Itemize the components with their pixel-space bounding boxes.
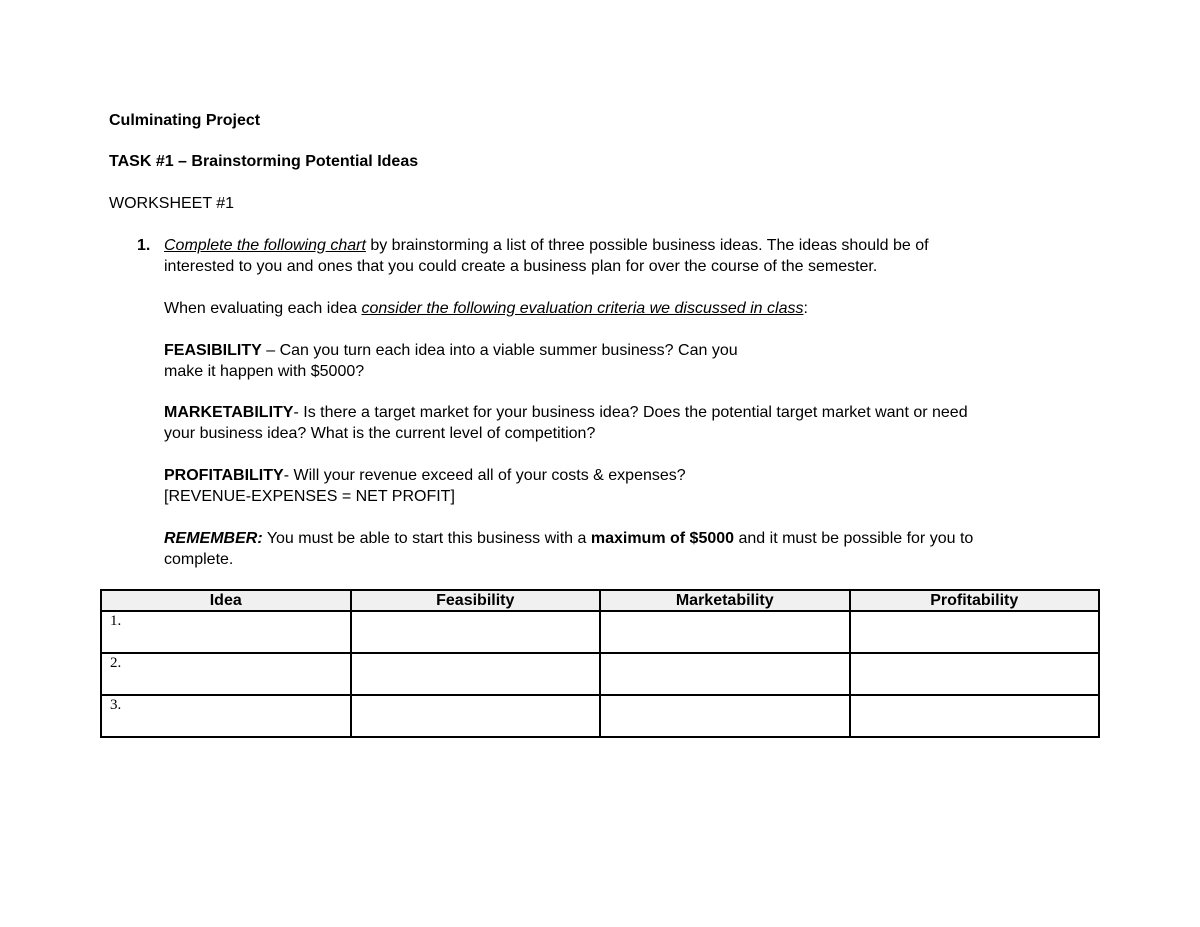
instruction-text: by brainstorming a list of three possible business ideas. The ideas should be of	[365, 237, 929, 254]
evaluating-line	[164, 298, 808, 319]
evaluating-prefix: When evaluating each idea	[164, 300, 362, 317]
document-title: Culminating Project	[109, 112, 261, 129]
instruction-line-1	[164, 235, 929, 256]
cell-profitability[interactable]	[850, 611, 1100, 653]
cell-feasibility[interactable]	[351, 611, 601, 653]
feasibility-line-1	[164, 340, 738, 361]
table-header-row	[101, 590, 1099, 611]
evaluating-emphasis: consider the following evaluation criteria we discussed in class	[361, 300, 804, 317]
remember-text: You must be able to start this business with a	[262, 530, 591, 547]
profitability-label: PROFITABILITY	[164, 467, 284, 484]
marketability-line-1	[164, 402, 968, 423]
profitability-text: - Will your revenue exceed all of your costs & expenses?	[283, 467, 686, 484]
task-heading: TASK #1 – Brainstorming Potential Ideas	[109, 153, 419, 170]
feasibility-text: – Can you turn each idea into a viable summer business? Can you	[261, 342, 738, 359]
worksheet-heading: WORKSHEET #1	[109, 195, 235, 212]
remember-line-2: complete.	[164, 551, 234, 568]
evaluating-suffix: :	[803, 300, 808, 317]
profitability-line-2: [REVENUE-EXPENSES = NET PROFIT]	[164, 488, 455, 505]
header-idea: Idea	[101, 590, 351, 611]
header-marketability: Marketability	[600, 590, 850, 611]
cell-idea[interactable]: 2.	[101, 653, 351, 695]
cell-idea[interactable]: 1.	[101, 611, 351, 653]
instruction-line-2: interested to you and ones that you could create a business plan for over the course of the semester.	[164, 258, 878, 275]
feasibility-label: FEASIBILITY	[164, 342, 262, 359]
header-profitability: Profitability	[850, 590, 1100, 611]
cell-idea[interactable]: 3.	[101, 695, 351, 737]
table-row	[101, 611, 1099, 653]
profitability-line-1	[164, 465, 686, 486]
remember-text-2: and it must be possible for you to	[734, 530, 974, 547]
cell-marketability[interactable]	[600, 695, 850, 737]
cell-feasibility[interactable]	[351, 695, 601, 737]
feasibility-line-2: make it happen with $5000?	[164, 363, 365, 380]
cell-profitability[interactable]	[850, 695, 1100, 737]
item-number: 1.	[137, 237, 151, 254]
table-row	[101, 695, 1099, 737]
ideas-table	[100, 589, 1100, 738]
marketability-text: - Is there a target market for your business idea? Does the potential target market want or need	[293, 404, 968, 421]
remember-bold: maximum of $5000	[590, 530, 735, 547]
remember-line-1	[164, 528, 973, 549]
marketability-line-2: your business idea? What is the current level of competition?	[164, 425, 596, 442]
instruction-emphasis: Complete the following chart	[164, 237, 366, 254]
header-feasibility: Feasibility	[351, 590, 601, 611]
remember-label: REMEMBER:	[164, 530, 263, 547]
cell-marketability[interactable]	[600, 611, 850, 653]
cell-feasibility[interactable]	[351, 653, 601, 695]
cell-profitability[interactable]	[850, 653, 1100, 695]
cell-marketability[interactable]	[600, 653, 850, 695]
marketability-label: MARKETABILITY	[164, 404, 294, 421]
table-row	[101, 653, 1099, 695]
